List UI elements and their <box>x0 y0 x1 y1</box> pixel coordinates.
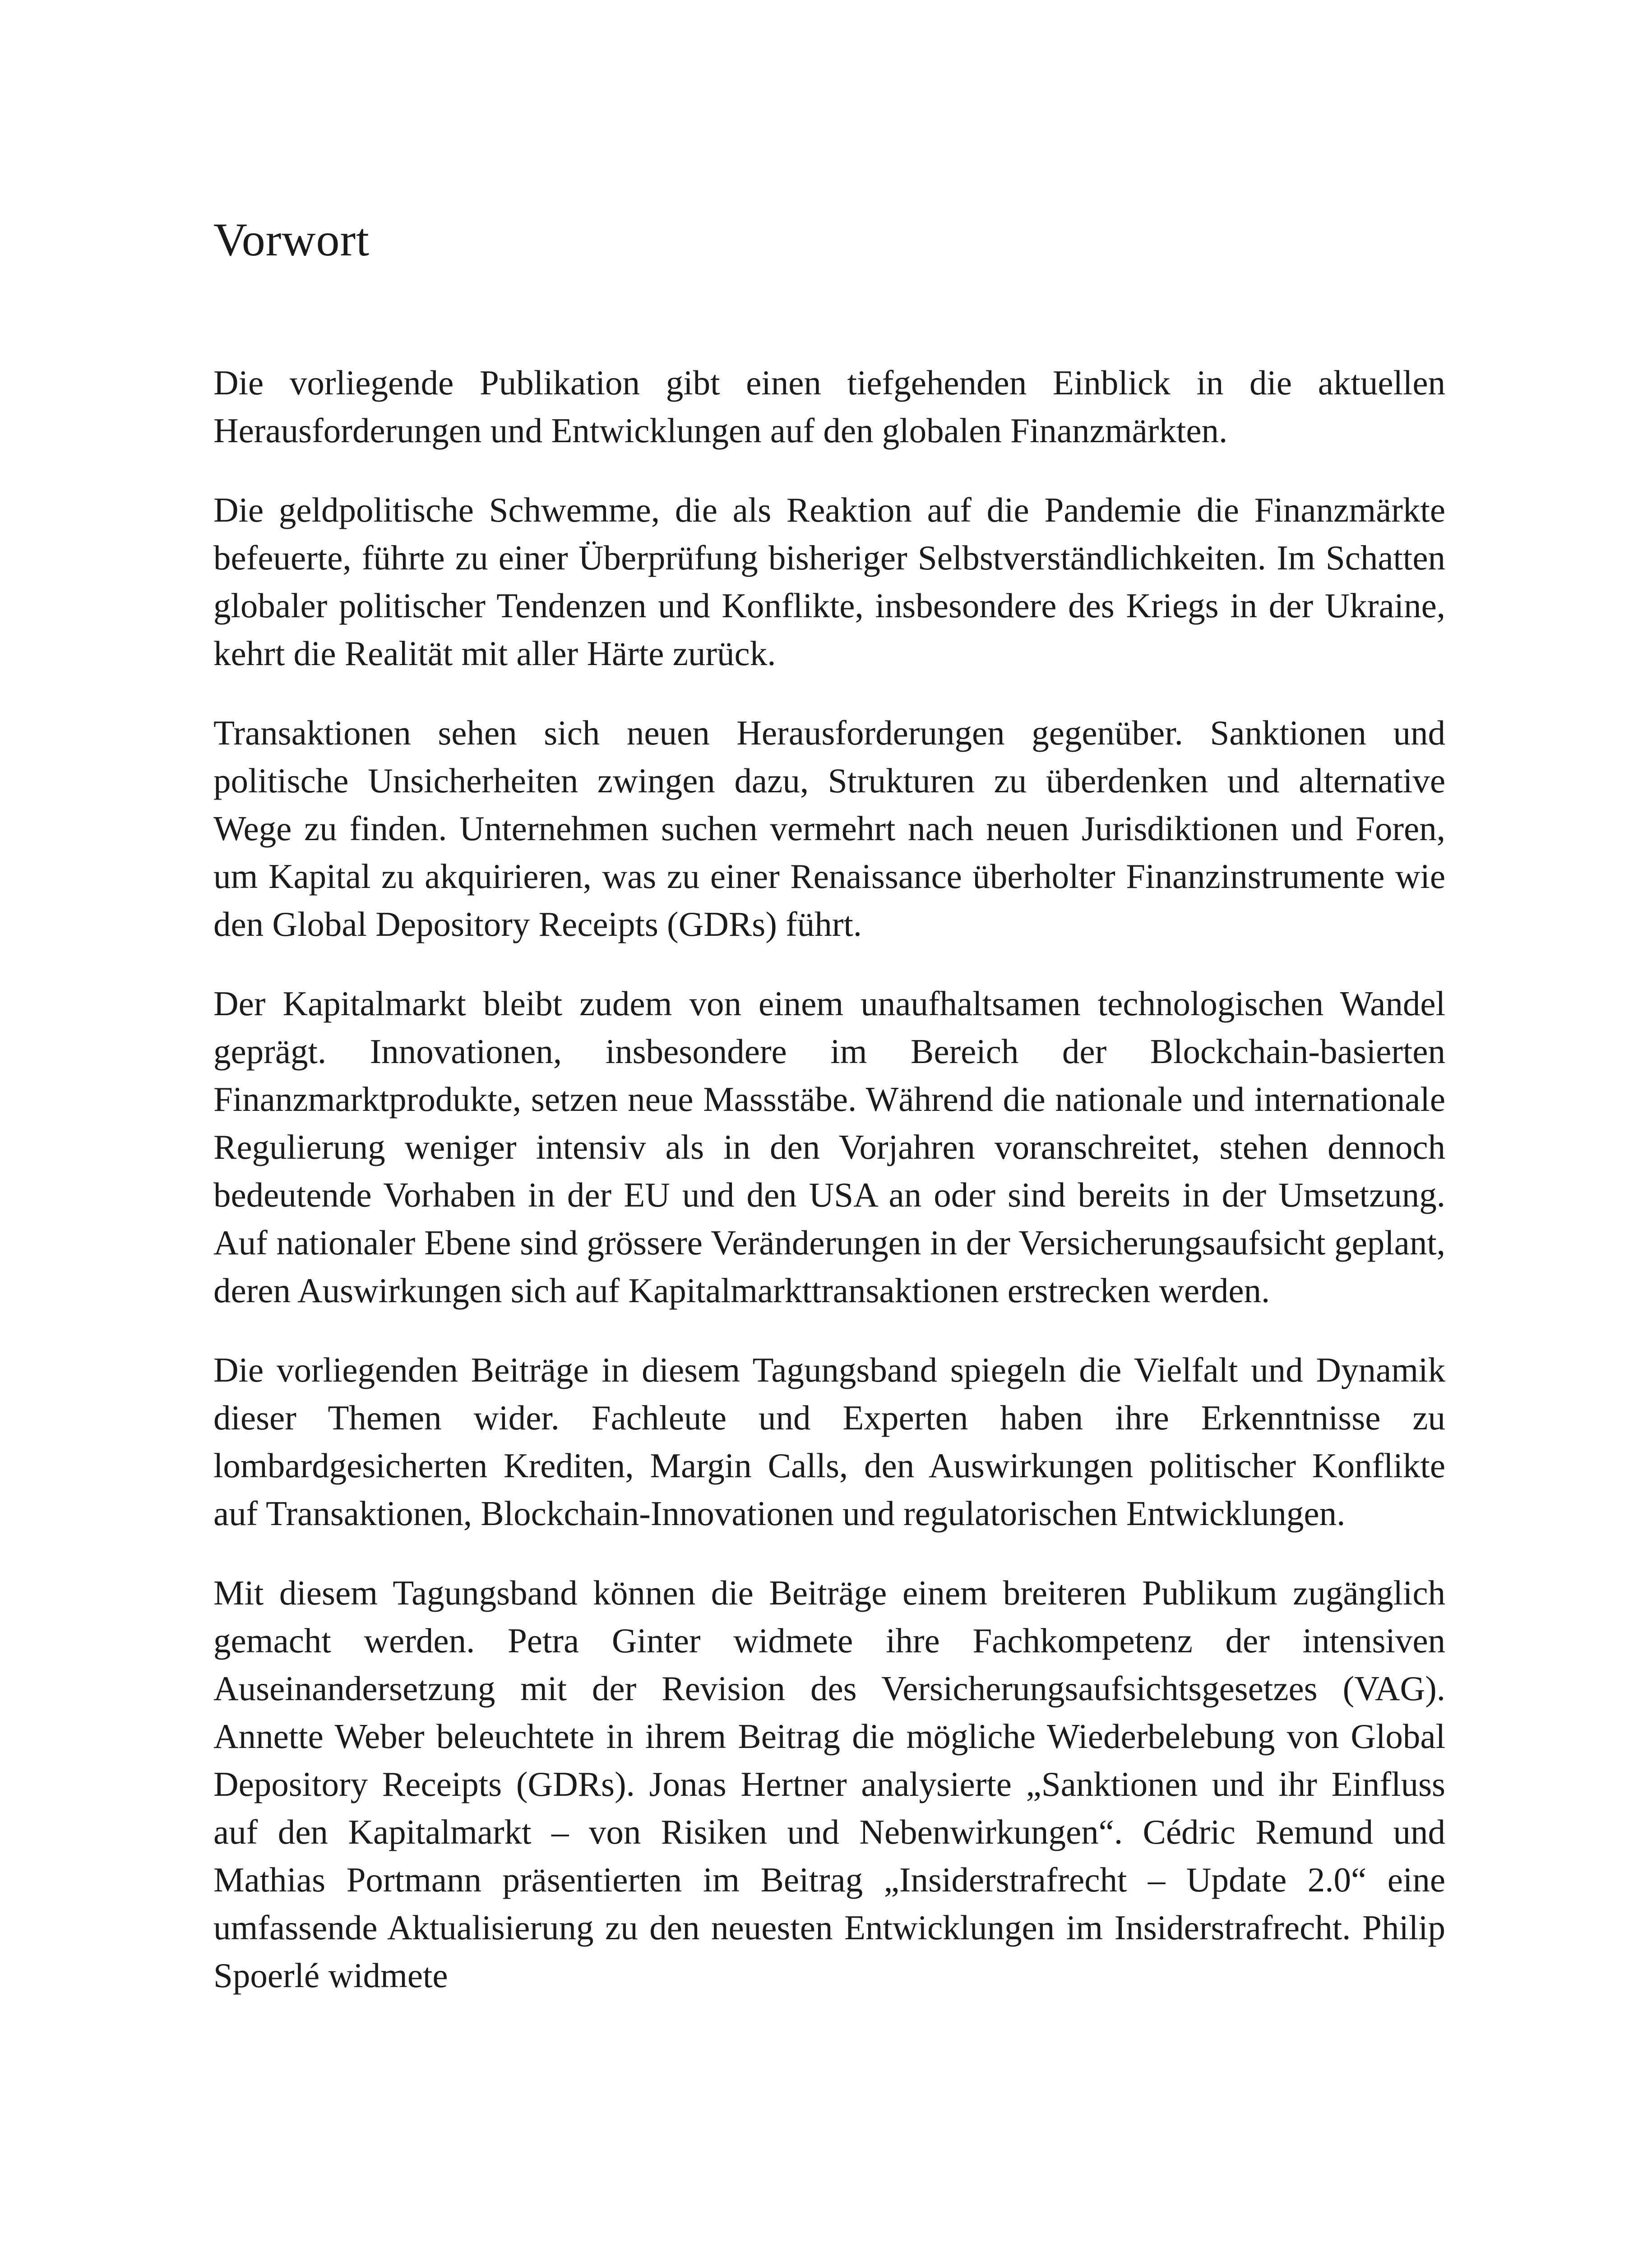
paragraph: Der Kapitalmarkt bleibt zudem von einem unaufhaltsamen technologischen Wandel geprägt. Innovationen, insbesondere im Bereich der Blockchain-basierten Finanzmarktprodukte, setzen neue Massstäbe. Während die nationale und internationale Regulierung weniger intensiv als in den Vorjahren voranschreitet, stehen dennoch bedeutende Vorhaben in der EU und den USA an oder sind bereits in der Umsetzung. Auf nationaler Ebene sind grössere Veränderungen in der Versicherungsaufsicht geplant, deren Auswirkungen sich auf Kapitalmarkttransaktionen erstrecken werden. <box>213 984 1445 1310</box>
page-title: Vorwort <box>213 214 370 266</box>
paragraph: Mit diesem Tagungsband können die Beiträge einem breiteren Publikum zugänglich gemacht werden. Petra Ginter widmete ihre Fachkompetenz der intensiven Auseinandersetzung mit der Revision des Versicherungsaufsichtsgesetzes (VAG). Annette Weber beleuchtete in ihrem Beitrag die mögliche Wiederbelebung von Global Depository Receipts (GDRs). Jonas Hertner analysierte „Sanktionen und ihr Einfluss auf den Kapitalmarkt – von Risiken und Nebenwirkungen“. Cédric Remund und Mathias Portmann präsentierten im Beitrag „Insiderstrafrecht – Update 2.0“ eine umfassende Aktualisierung zu den neuesten Entwicklungen im Insiderstrafrecht. Philip Spoerlé widmete <box>213 1573 1445 1995</box>
body-text <box>213 359 1445 1999</box>
paragraph: Transaktionen sehen sich neuen Herausforderungen gegenüber. Sanktionen und politische Unsicherheiten zwingen dazu, Strukturen zu überdenken und alternative Wege zu finden. Unternehmen suchen vermehrt nach neuen Jurisdiktionen und Foren, um Kapital zu akquirieren, was zu einer Renaissance überholter Finanzinstrumente wie den Global Depository Receipts (GDRs) führt. <box>213 713 1445 943</box>
paragraph: Die geldpolitische Schwemme, die als Reaktion auf die Pandemie die Finanzmärkte befeuerte, führte zu einer Überprüfung bisheriger Selbstverständlichkeiten. Im Schatten globaler politischer Tendenzen und Konflikte, insbesondere des Kriegs in der Ukraine, kehrt die Realität mit aller Härte zurück. <box>213 490 1445 673</box>
page-content <box>213 212 1445 2031</box>
paragraph: Die vorliegende Publikation gibt einen tiefgehenden Einblick in die aktuellen Herausforderungen und Entwicklungen auf den globalen Finanzmärkten. <box>213 363 1445 450</box>
paragraph: Die vorliegenden Beiträge in diesem Tagungsband spiegeln die Vielfalt und Dynamik dieser Themen wider. Fachleute und Experten haben ihre Erkenntnisse zu lombardgesicherten Krediten, Margin Calls, den Auswirkungen politischer Konflikte auf Transaktionen, Blockchain-Innovationen und regulatorischen Entwicklungen. <box>213 1350 1445 1533</box>
